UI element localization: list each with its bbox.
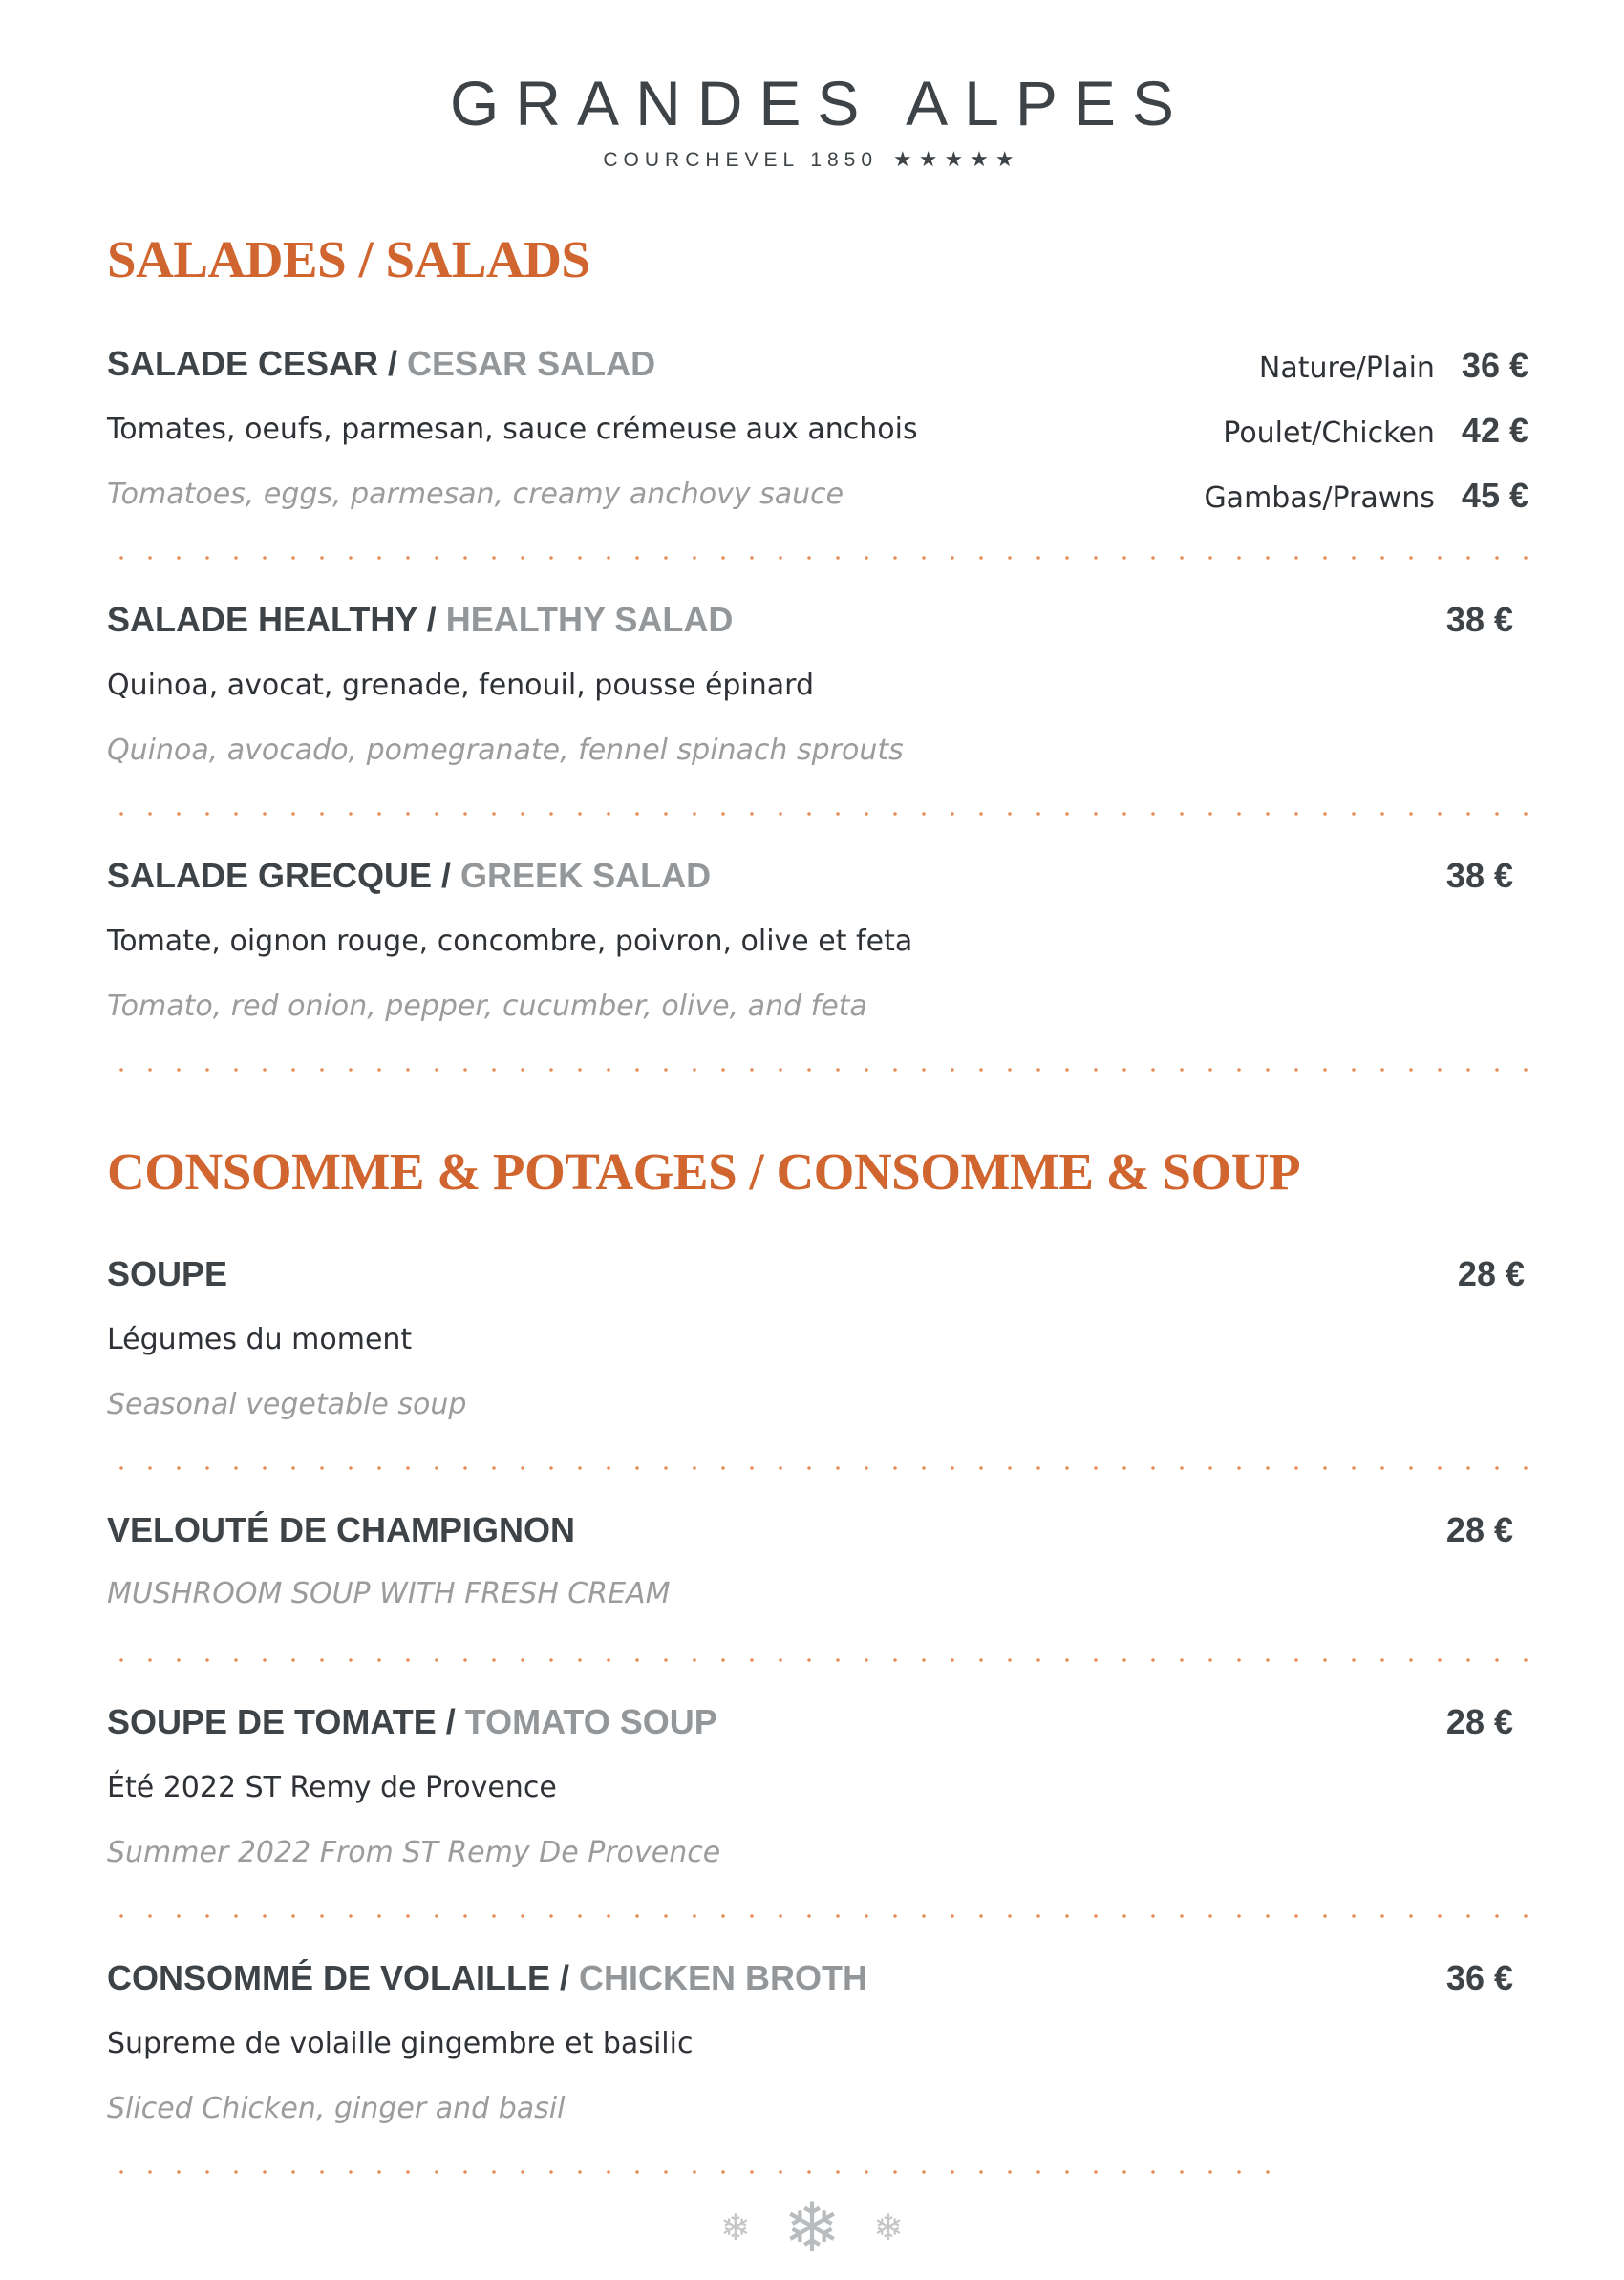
price-variant-chicken — [1223, 411, 1528, 451]
item-name-fr: SALADE HEALTHY — [107, 600, 417, 639]
menu-item-soupe — [107, 1254, 1528, 1426]
item-price: 28 € — [1445, 1702, 1513, 1741]
item-name-en: CESAR SALAD — [407, 344, 656, 383]
item-name — [107, 344, 655, 384]
dotted-divider — [107, 2170, 1272, 2174]
item-description-en: Sliced Chicken, ginger and basil — [107, 2092, 566, 2125]
snowflake-decoration — [0, 2187, 1624, 2268]
price-variant-plain — [1259, 346, 1528, 386]
name-separator: / — [417, 600, 446, 639]
item-name-en: GREEK SALAD — [460, 856, 712, 895]
item-name-en: TOMATO SOUP — [464, 1702, 717, 1741]
item-description-fr: Quinoa, avocat, grenade, fenouil, pousse épinard — [107, 669, 815, 702]
item-description-en: Tomatoes, eggs, parmesan, creamy anchovy sauce — [107, 478, 844, 511]
menu-item-consomme-volaille — [107, 1958, 1528, 2130]
variant-label: Poulet/Chicken — [1223, 416, 1435, 450]
brand-subtitle — [0, 147, 1624, 172]
name-separator: / — [550, 1958, 580, 1997]
variant-label: Nature/Plain — [1258, 352, 1435, 385]
item-price: 38 € — [1445, 856, 1513, 895]
name-separator: / — [432, 856, 461, 895]
item-description-fr: Tomate, oignon rouge, concombre, poivron, olive et feta — [107, 925, 913, 958]
dotted-divider — [107, 1658, 1530, 1662]
dotted-divider — [107, 812, 1530, 816]
item-name-fr: SOUPE — [107, 1254, 228, 1293]
item-description-fr: Tomates, oeufs, parmesan, sauce crémeuse aux anchois — [107, 413, 918, 446]
item-description-en: MUSHROOM SOUP WITH FRESH CREAM — [107, 1577, 671, 1610]
item-name — [107, 1702, 717, 1742]
menu-item-greek-salad — [107, 856, 1528, 1028]
item-description-en: Summer 2022 From ST Remy De Provence — [107, 1836, 721, 1869]
item-description-en: Quinoa, avocado, pomegranate, fennel spinach sprouts — [107, 734, 904, 767]
star-rating: ★★★★★ — [893, 147, 1021, 171]
menu-item-cesar-salad — [107, 344, 1528, 516]
item-name — [107, 856, 711, 896]
item-price: 36 € — [1445, 1958, 1513, 1997]
item-description-fr: Légumes du moment — [107, 1323, 413, 1356]
variant-price: 36 € — [1461, 346, 1528, 385]
item-description-en: Seasonal vegetable soup — [107, 1388, 467, 1421]
item-name-en: CHICKEN BROTH — [579, 1958, 868, 1997]
item-name-fr: SALADE CESAR — [107, 344, 379, 383]
item-description-fr: Été 2022 ST Remy de Provence — [107, 1771, 557, 1804]
item-description-en: Tomato, red onion, pepper, cucumber, olive, and feta — [107, 990, 867, 1023]
item-price: 38 € — [1445, 600, 1513, 639]
snowflake-icon: ❄ — [873, 2206, 904, 2248]
dotted-divider — [107, 556, 1530, 560]
menu-item-veloute-champignon — [107, 1510, 1528, 1615]
item-name-fr: SOUPE DE TOMATE — [107, 1702, 437, 1741]
menu-item-soupe-tomate — [107, 1702, 1528, 1874]
item-name — [107, 600, 733, 640]
dotted-divider — [107, 1068, 1530, 1072]
dotted-divider — [107, 1914, 1530, 1918]
item-price: 28 € — [1457, 1254, 1525, 1293]
item-name — [107, 1254, 227, 1294]
item-price: 28 € — [1445, 1510, 1513, 1549]
item-name-en: HEALTHY SALAD — [445, 600, 734, 639]
section-title-salads: SALADES / SALADS — [107, 230, 590, 288]
menu-item-healthy-salad — [107, 600, 1528, 772]
variant-label: Gambas/Prawns — [1204, 481, 1435, 515]
item-name-fr: VELOUTÉ DE CHAMPIGNON — [107, 1510, 576, 1549]
variant-price: 45 € — [1461, 476, 1528, 515]
dotted-divider — [107, 1466, 1530, 1470]
item-name — [107, 1510, 575, 1550]
item-description-fr: Supreme de volaille gingembre et basilic — [107, 2027, 694, 2060]
brand-name: GRANDES ALPES — [450, 68, 1190, 139]
item-name-fr: CONSOMMÉ DE VOLAILLE — [107, 1958, 551, 1997]
name-separator: / — [378, 344, 408, 383]
brand-location: COURCHEVEL 1850 — [603, 149, 878, 171]
price-variant-prawns — [1204, 476, 1528, 516]
variant-price: 42 € — [1461, 411, 1528, 450]
section-title-soups: CONSOMME & POTAGES / CONSOMME & SOUP — [107, 1142, 1301, 1201]
item-name — [107, 1958, 867, 1998]
snowflake-icon: ❄ — [782, 2187, 842, 2268]
snowflake-icon: ❄ — [719, 2206, 751, 2248]
item-name-fr: SALADE GRECQUE — [107, 856, 433, 895]
name-separator: / — [436, 1702, 465, 1741]
